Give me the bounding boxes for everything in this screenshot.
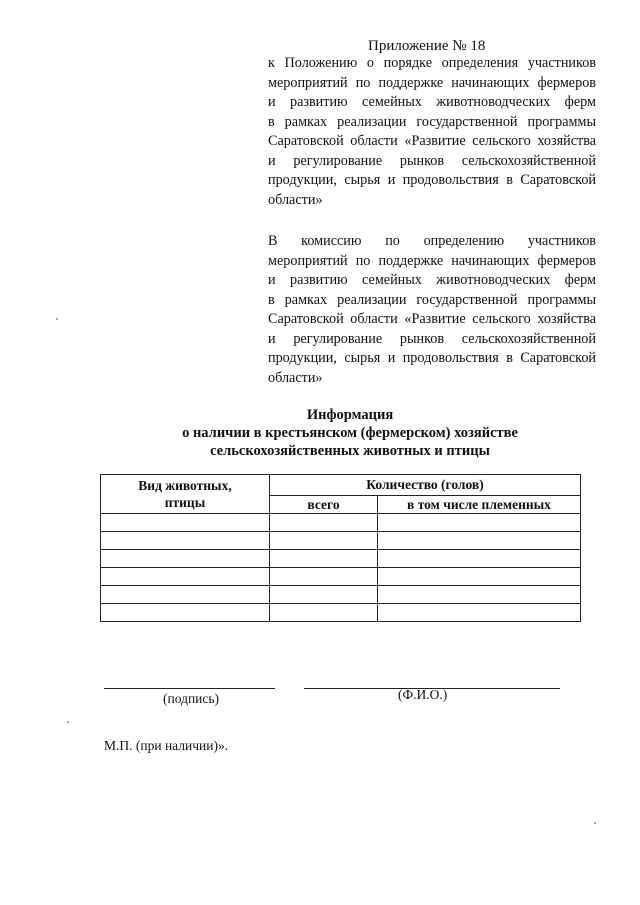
table-cell	[101, 604, 270, 622]
table-row	[101, 586, 581, 604]
reference-line: Саратовской области «Развитие сельского хозяйства	[268, 133, 596, 149]
signature-line	[104, 688, 275, 689]
table-cell	[270, 550, 378, 568]
document-heading	[100, 406, 600, 460]
table-cell	[101, 568, 270, 586]
addressee-line: в рамках реализации государственной программы	[268, 291, 596, 308]
scan-speck	[67, 721, 69, 723]
column-header-animal-line: Вид животных,	[138, 478, 232, 493]
table-cell	[270, 568, 378, 586]
column-header-total: всего	[270, 496, 378, 514]
table-row	[101, 568, 581, 586]
heading-subtitle: о наличии в крестьянском (фермерском) хозяйстве	[182, 425, 518, 441]
column-header-quantity: Количество (голов)	[270, 475, 581, 496]
table-cell	[378, 550, 581, 568]
table-cell	[101, 550, 270, 568]
table-row	[101, 604, 581, 622]
table-cell	[270, 604, 378, 622]
scan-speck	[594, 822, 596, 824]
scan-speck	[56, 318, 58, 320]
table-cell	[101, 532, 270, 550]
addressee-line: и развитию семейных животноводческих ферм	[268, 272, 596, 288]
table-cell	[378, 568, 581, 586]
reference-line: продукции, сырья и продовольствия в Саратовской	[268, 172, 596, 188]
addressee-line: и регулирование рынков сельскохозяйственной	[268, 330, 596, 347]
table-cell	[378, 532, 581, 550]
heading-subtitle: сельскохозяйственных животных и птицы	[210, 443, 490, 459]
heading-title: Информация	[306, 407, 394, 423]
reference-line: мероприятий по поддержке начинающих фермеров	[268, 74, 596, 91]
stamp-label: М.П. (при наличии)».	[104, 738, 229, 753]
column-header-animal	[101, 475, 270, 514]
addressee-line: мероприятий по поддержке начинающих фермеров	[268, 252, 596, 269]
addressee-line: Саратовской области «Развитие сельского хозяйства	[268, 311, 596, 327]
reference-line: к Положению о порядке определения участников	[268, 55, 596, 71]
signature-label: (подпись)	[163, 691, 220, 706]
column-header-breeding: в том числе племенных	[378, 496, 581, 514]
table-row	[101, 550, 581, 568]
table-cell	[378, 514, 581, 532]
table-cell	[378, 586, 581, 604]
appendix-reference	[268, 54, 596, 210]
appendix-title: Приложение № 18	[368, 38, 486, 54]
addressee-line: В комиссию по определению участников	[268, 233, 596, 249]
table-cell	[101, 514, 270, 532]
column-header-animal-line: птицы	[164, 495, 206, 510]
reference-line: и развитию семейных животноводческих ферм	[268, 94, 596, 110]
reference-line: области»	[268, 191, 323, 208]
reference-line: в рамках реализации государственной программы	[268, 113, 596, 130]
livestock-table	[100, 474, 581, 622]
name-label: (Ф.И.О.)	[398, 687, 448, 702]
table-cell	[101, 586, 270, 604]
table-row	[101, 514, 581, 532]
addressee-line: продукции, сырья и продовольствия в Саратовской	[268, 350, 596, 366]
table-cell	[378, 604, 581, 622]
table-cell	[270, 514, 378, 532]
reference-line: и регулирование рынков сельскохозяйственной	[268, 152, 596, 169]
table-cell	[270, 586, 378, 604]
addressee-block	[268, 232, 596, 388]
addressee-line: области»	[268, 369, 323, 386]
table-row	[101, 532, 581, 550]
table-cell	[270, 532, 378, 550]
